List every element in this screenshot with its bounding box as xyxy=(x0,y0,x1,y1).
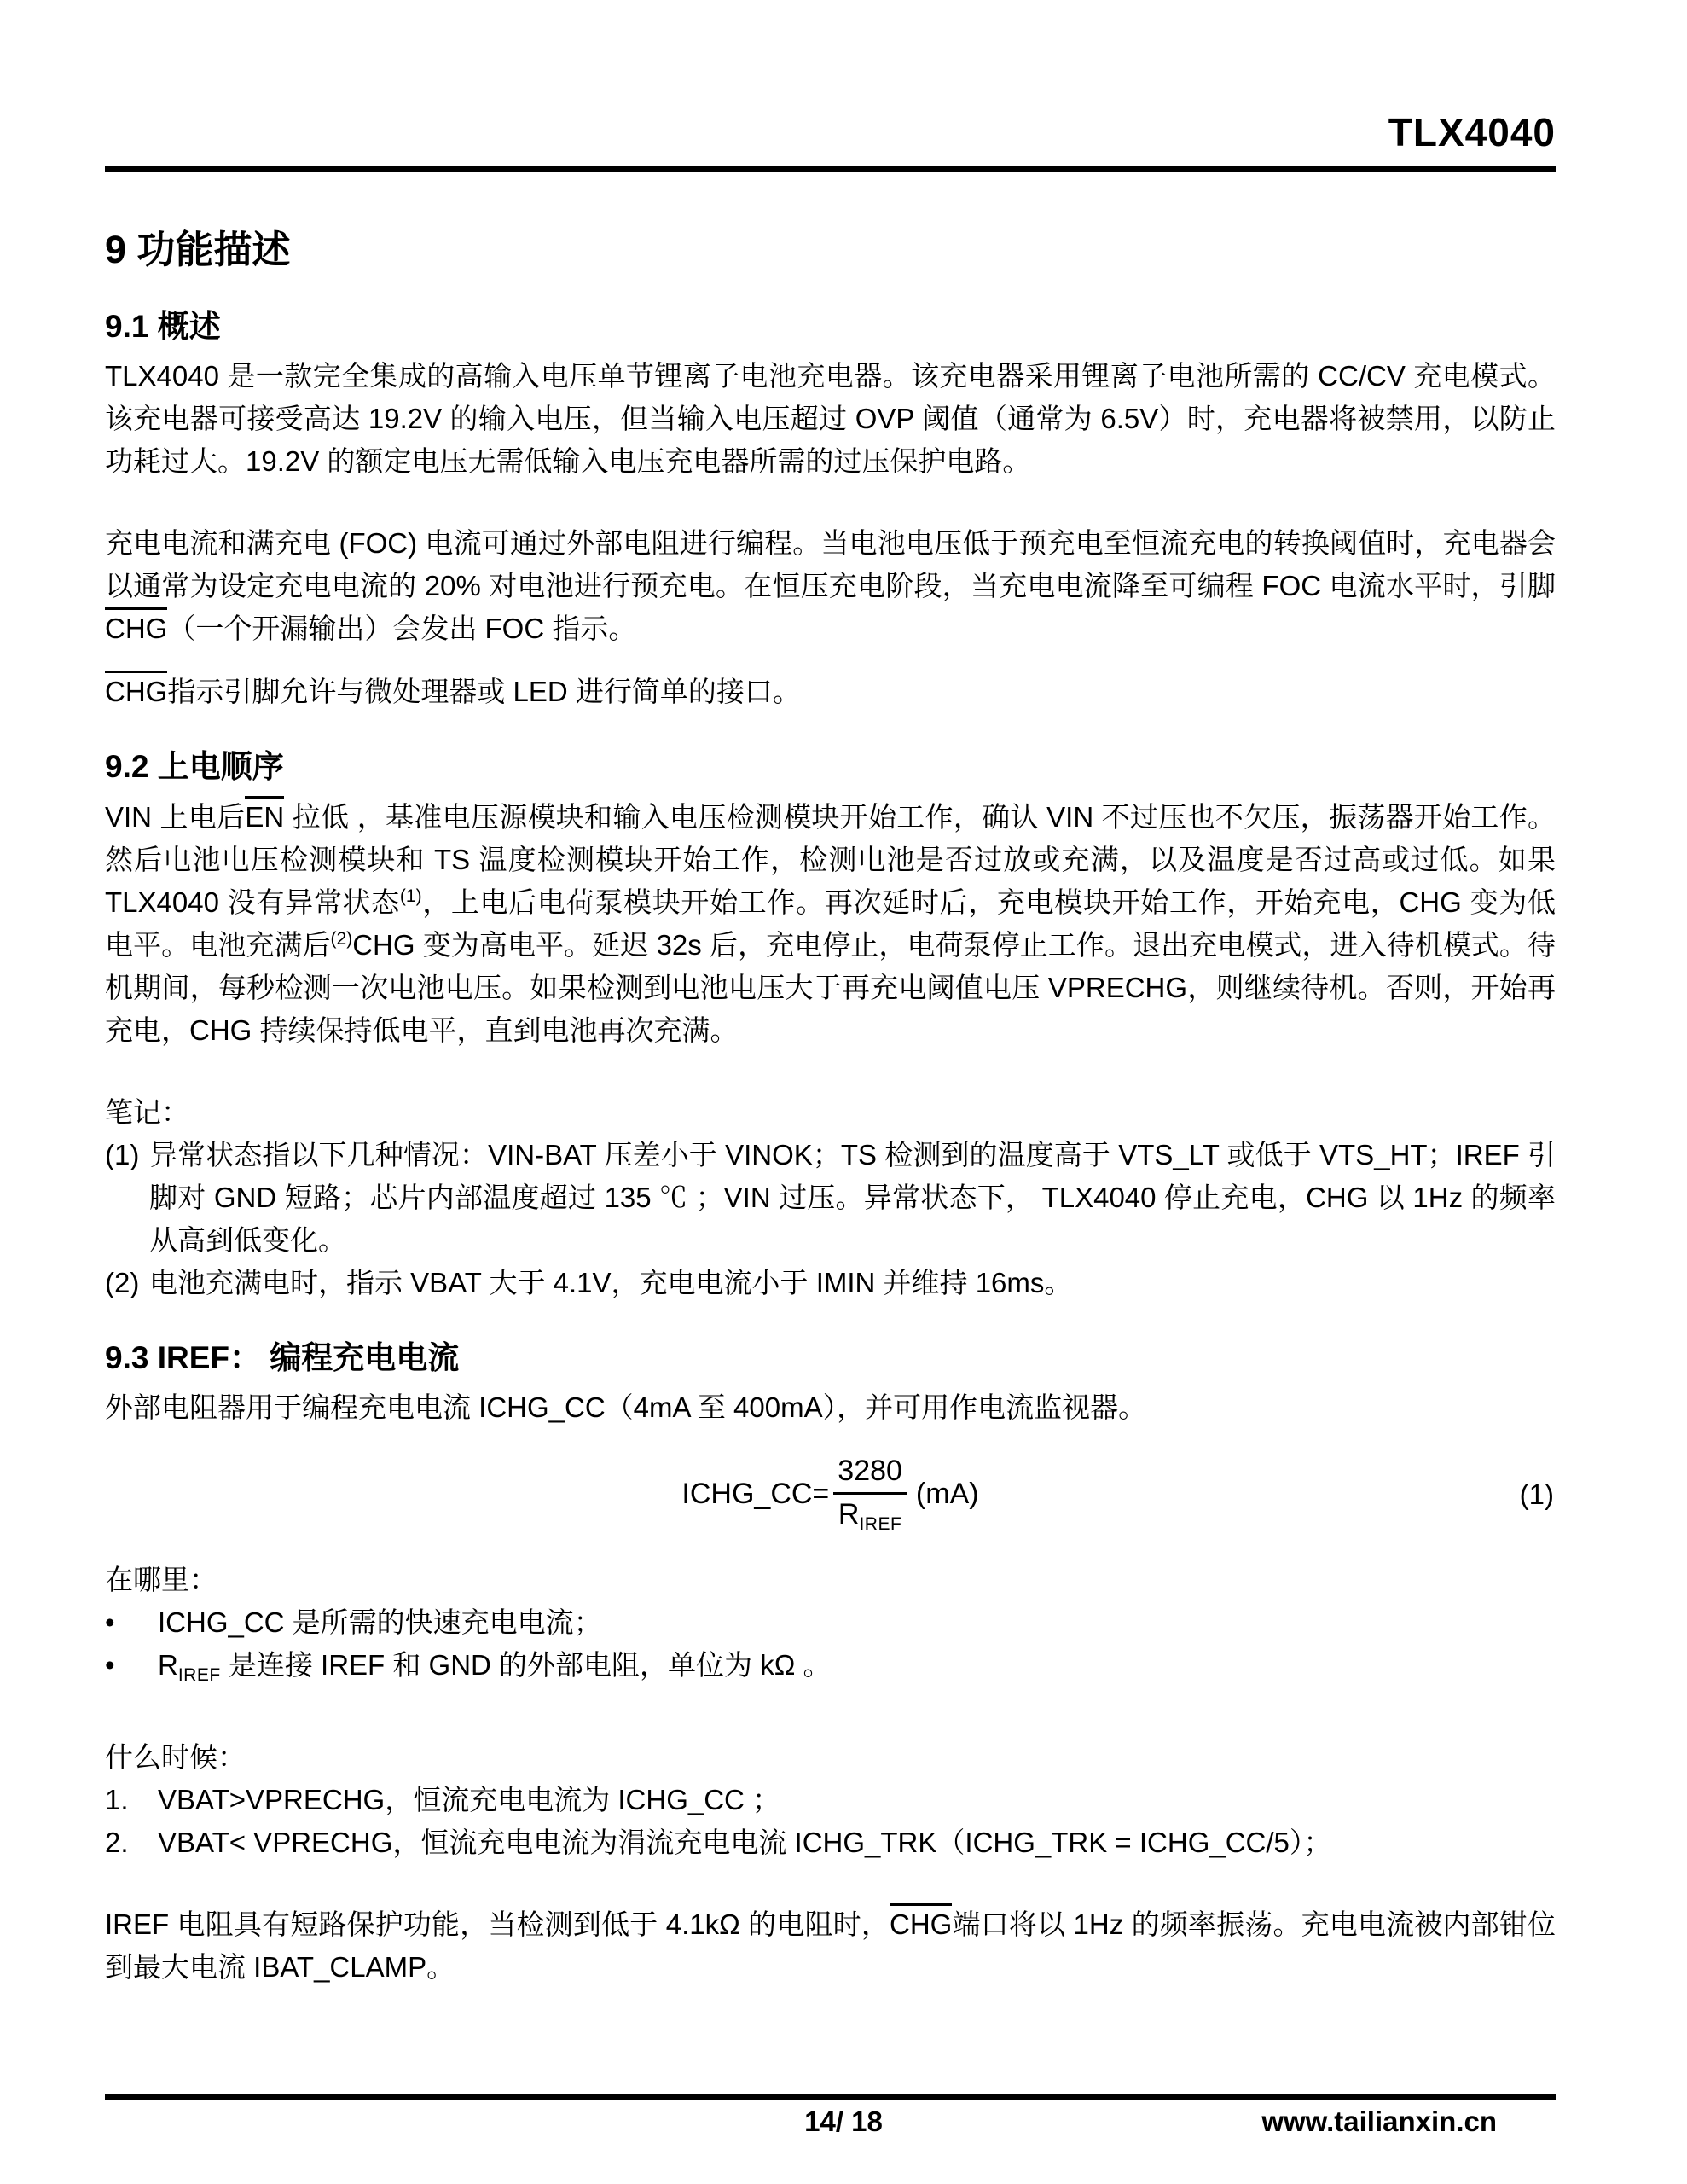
header-rule xyxy=(105,166,1556,172)
notes-label: 笔记： xyxy=(105,1095,189,1128)
iref-protection-paragraph: IREF 电阻具有短路保护功能，当检测到低于 4.1kΩ 的电阻时，CHG端口将以 1Hz 的频率振荡。充电电流被内部钳位到最大电流 IBAT_CLAMP。 xyxy=(105,1903,1556,1989)
section-9-1-heading: 9.1 概述 xyxy=(105,309,221,344)
bullet-icon: • xyxy=(105,1606,115,1638)
item-2-number: 2. xyxy=(105,1826,129,1858)
note-2-text: 电池充满电时，指示 VBAT 大于 4.1V，充电电流小于 IMIN 并维持 16ms。 xyxy=(149,1266,1073,1298)
chg-overline-signal: CHG xyxy=(105,607,167,644)
note-1-marker: (1) xyxy=(105,1138,140,1170)
footnote-ref-2: (2) xyxy=(330,928,353,949)
item-1-text: VBAT>VPRECHG，恒流充电电流为 ICHG_CC ； xyxy=(158,1783,781,1815)
overview-paragraph-3: CHG指示引脚允许与微处理器或 LED 进行简单的接口。 xyxy=(105,671,1556,713)
equation-lhs: ICHG_CC= xyxy=(681,1478,830,1511)
page-number: 14/ 18 xyxy=(804,2106,883,2137)
bullet-1-text: ICHG_CC 是所需的快速充电电流； xyxy=(158,1606,602,1638)
section-9-heading: 9 功能描述 xyxy=(105,228,291,271)
equation-fraction xyxy=(832,1455,907,1535)
charge-current-equation xyxy=(105,1439,1556,1550)
bullet-icon: • xyxy=(105,1648,115,1681)
note-1-text: 异常状态指以下几种情况：VIN-BAT 压差小于 VINOK；TS 检测到的温度高于 VTS_LT 或低于 VTS_HT；IREF 引脚对 GND 短路；芯片内部温度超过 135 ℃ ；VIN 过压。异常状态下， TLX4040 停止充电，CHG 以 1Hz 的频率从高到低变化。 xyxy=(149,1138,1556,1256)
note-item-1 xyxy=(105,1134,1556,1262)
where-label: 在哪里： xyxy=(105,1563,217,1595)
website-url: www.tailianxin.cn xyxy=(1261,2106,1497,2137)
page-body xyxy=(105,172,1556,1989)
iref-subscript: IREF xyxy=(177,1664,221,1685)
power-up-paragraph: VIN 上电后EN 拉低 ，基准电压源模块和输入电压检测模块开始工作，确认 VIN 不过压也不欠压，振荡器开始工作。然后电池电压检测模块和 TS 温度检测模块开始工作，检测电池是否过放或充满，以及温度是否过高或过低。如果 TLX4040 没有异常状态$^{(1)}$，上电后电荷泵模块开始工作。再次延时后，充电模块开始工作，开始充电，CHG 变为低电平。电池充满后$^{(2)}$CHG 变为高电平。延迟 32s 后，充电停止，电荷泵停止工作。退出充电模式，进入待机模式。待机期间，每秒检测一次电池电压。如果检测到电池电压大于再充电阈值电压 VPRECHG，则继续待机。否则，开始再充电，CHG 持续保持低电平，直到电池再次充满。 xyxy=(105,796,1556,1052)
overview-paragraph-2: 充电电流和满充电 (FOC) 电流可通过外部电阻进行编程。当电池电压低于预充电至恒流充电的转换阈值时，充电器会以通常为设定充电电流的 20% 对电池进行预充电。在恒压充电阶段，当充电电流降至可编程 FOC 电流水平时，引脚CHG（一个开漏输出）会发出 FOC 指示。 xyxy=(105,527,1556,645)
section-9-2-heading: 9.2 上电顺序 xyxy=(105,749,284,785)
equation-numerator: 3280 xyxy=(838,1454,902,1487)
equation-unit: (mA) xyxy=(915,1478,979,1511)
note-item-2 xyxy=(105,1262,1556,1304)
iref-intro: 外部电阻器用于编程充电电流 ICHG_CC（4mA 至 400mA），并可用作电流监视器。 xyxy=(105,1391,1147,1423)
item-1-number: 1. xyxy=(105,1783,129,1815)
bullet-item-1 xyxy=(105,1601,1556,1644)
en-overline-signal: EN xyxy=(245,796,284,833)
footnote-ref-1: (1) xyxy=(399,886,422,906)
numbered-item-1 xyxy=(105,1779,1556,1821)
when-label: 什么时候： xyxy=(105,1740,246,1773)
chg-overline-signal: CHG xyxy=(105,671,167,707)
document-title: TLX4040 xyxy=(1388,110,1556,154)
section-9-3-heading: 9.3 IREF： 编程充电电流 xyxy=(105,1339,460,1375)
equation-denominator: $R_{IREF}$ xyxy=(833,1492,907,1535)
footer-rule xyxy=(105,2094,1556,2100)
iref-subscript: IREF xyxy=(859,1513,902,1534)
bullet-2-text: $R_{IREF}$ 是连接 IREF 和 GND 的外部电阻，单位为 kΩ 。 xyxy=(158,1648,832,1685)
equation-number: (1) xyxy=(1519,1478,1554,1510)
overview-paragraph-1: TLX4040 是一款完全集成的高输入电压单节锂离子电池充电器。该充电器采用锂离子电池所需的 CC/CV 充电模式。该充电器可接受高达 19.2V 的输入电压，但当输入电压超过 OVP 阈值（通常为 6.5V）时，充电器将被禁用，以防止功耗过大。19.2V 的额定电压无需低输入电压充电器所需的过压保护电路。 xyxy=(105,360,1556,478)
chg-overline-signal: CHG xyxy=(890,1903,952,1940)
bullet-item-2 xyxy=(105,1644,1556,1697)
item-2-text: VBAT< VPRECHG，恒流充电电流为涓流充电电流 ICHG_TRK（ICHG_TRK = ICHG_CC/5）； xyxy=(158,1826,1332,1858)
note-2-marker: (2) xyxy=(105,1266,140,1298)
numbered-item-2 xyxy=(105,1821,1556,1864)
